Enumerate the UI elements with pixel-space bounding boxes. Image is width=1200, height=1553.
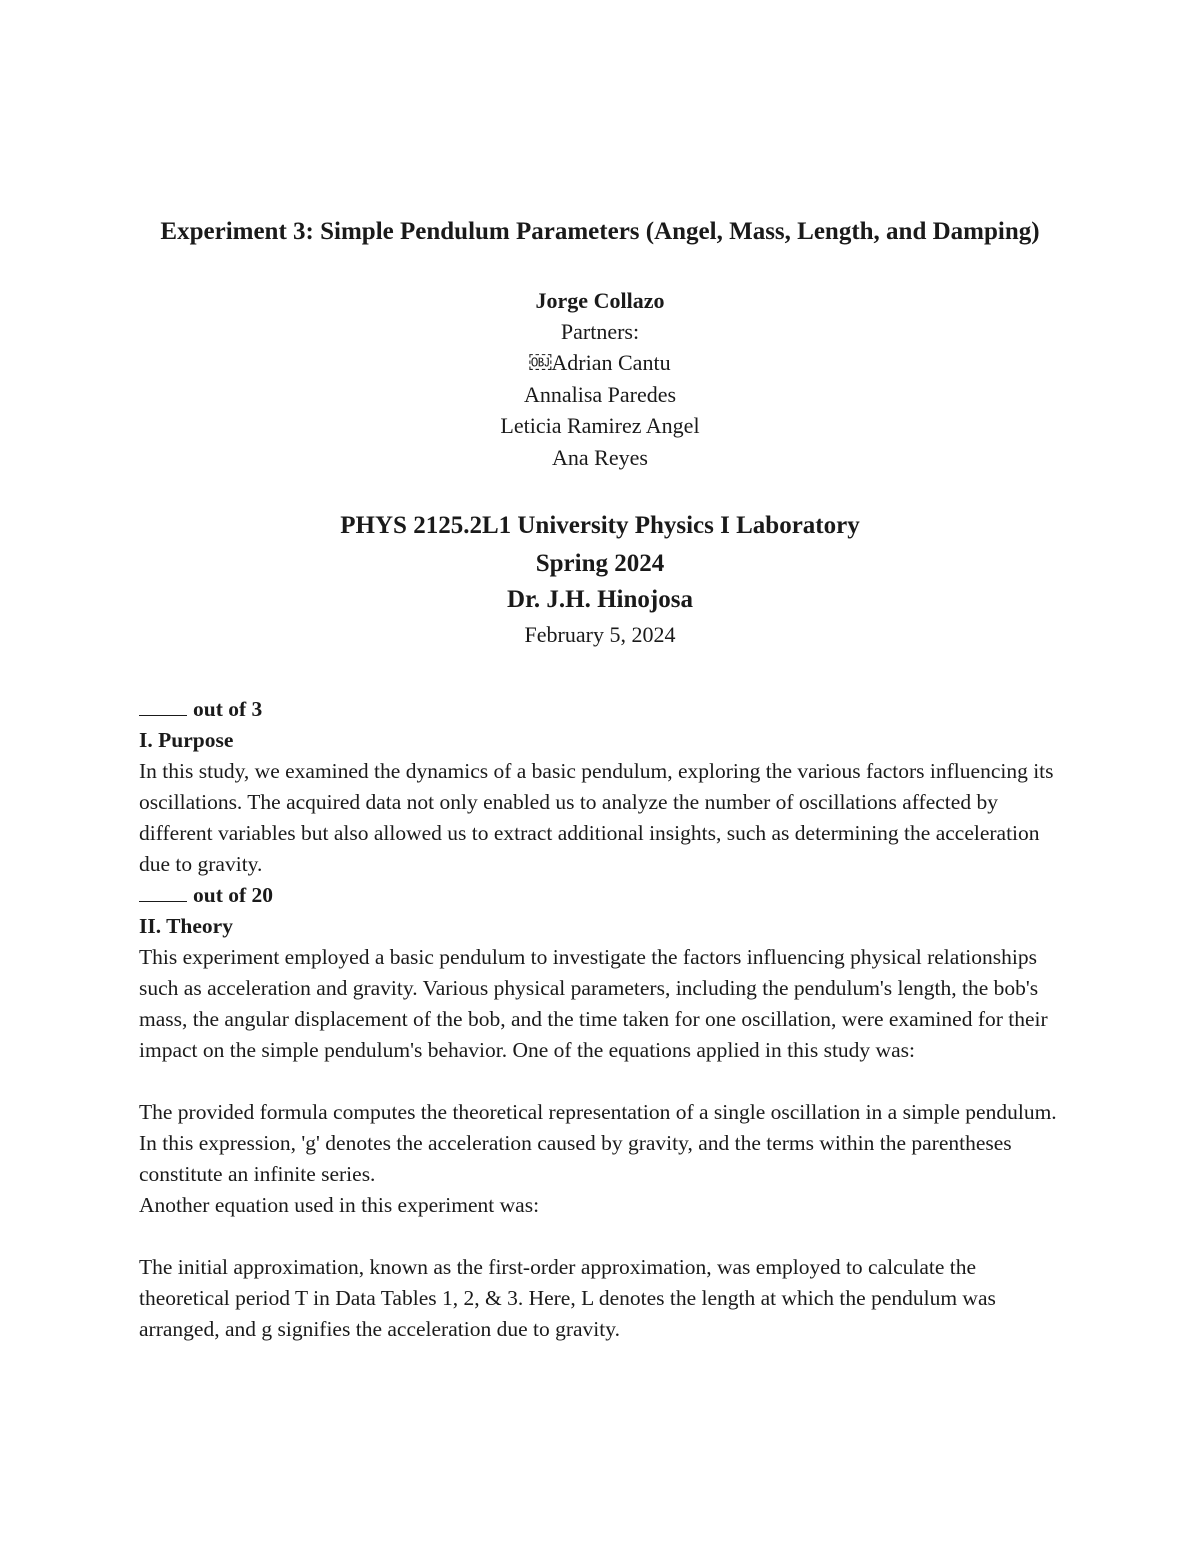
report-title: Experiment 3: Simple Pendulum Parameters (Angel, Mass, Length, and Damping) (160, 218, 1040, 245)
partner-name: Annalisa Paredes (523, 382, 677, 407)
score-blank (139, 881, 187, 902)
instructor: Dr. J.H. Hinojosa (507, 586, 693, 613)
report-date: February 5, 2024 (524, 622, 676, 647)
theory-paragraph: This experiment employed a basic pendulum to investigate the factors influencing physical relationships such as acceleration and gravity. Various physical parameters, including the pendulum's length, the bob's mass, the angular displacement of the bob, and the time taken for one oscillation, were examined for their impact on the simple pendulum's behavior. One of the equations applied in this study was: (139, 945, 1048, 1062)
theory-heading: II. Theory (139, 914, 233, 938)
course-title: PHYS 2125.2L1 University Physics I Laboratory (340, 512, 860, 539)
equation-placeholder (139, 1066, 1069, 1097)
theory-score-line (139, 880, 1069, 911)
partner-name: Leticia Ramirez Angel (500, 413, 700, 438)
partner-name: ￼Adrian Cantu (529, 350, 671, 375)
theory-paragraph: Another equation used in this experiment was: (139, 1193, 540, 1217)
term: Spring 2024 (535, 550, 665, 577)
theory-score: out of 20 (193, 883, 274, 907)
report-body (139, 694, 1069, 1345)
purpose-score: out of 3 (193, 697, 263, 721)
equation-placeholder (139, 1221, 1069, 1252)
purpose-text: In this study, we examined the dynamics of a basic pendulum, exploring the various factors influencing its oscillations. The acquired data not only enabled us to analyze the number of oscillations affected by different variables but also allowed us to extract additional insights, such as determining the acceleration due to gravity. (139, 759, 1054, 876)
score-blank (139, 695, 187, 716)
partner-name: Ana Reyes (552, 445, 648, 470)
partners-label: Partners: (560, 319, 640, 344)
theory-paragraph: The initial approximation, known as the first-order approximation, was employed to calculate the theoretical period T in Data Tables 1, 2, & 3. Here, L denotes the length at which the pendulum was arranged, and g signifies the acceleration due to gravity. (139, 1255, 996, 1341)
purpose-score-line (139, 694, 1069, 725)
theory-paragraph: The provided formula computes the theoretical representation of a single oscillation in a simple pendulum. In this expression, 'g' denotes the acceleration caused by gravity, and the terms within the parentheses constitute an infinite series. (139, 1100, 1057, 1186)
author-name: Jorge Collazo (535, 288, 665, 313)
purpose-heading: I. Purpose (139, 728, 234, 752)
